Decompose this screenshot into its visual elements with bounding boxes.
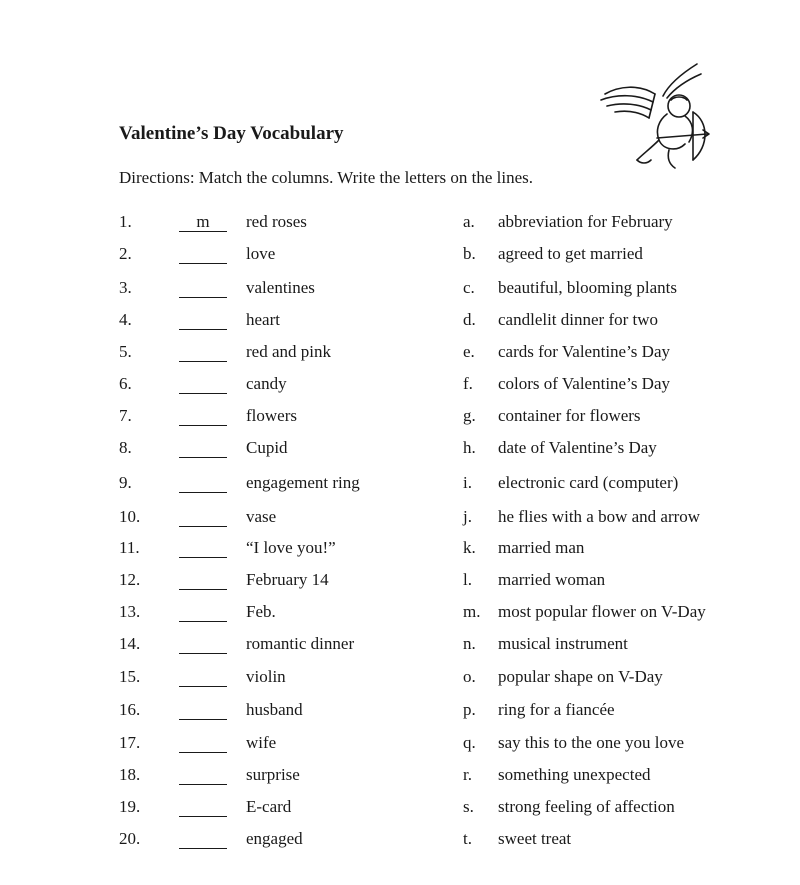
definition-text: container for flowers	[498, 406, 641, 425]
definition-letter: t.	[463, 829, 472, 848]
term-text: red roses	[246, 212, 307, 231]
answer-blank[interactable]	[179, 570, 227, 590]
term-text: romantic dinner	[246, 634, 355, 653]
definition-text: colors of Valentine’s Day	[498, 374, 671, 393]
definition-letter: g.	[463, 406, 476, 425]
definition-letter: i.	[463, 473, 472, 492]
definition-letter: m.	[463, 602, 481, 621]
definition-letter: k.	[463, 538, 476, 557]
definition-text: musical instrument	[498, 634, 628, 653]
definition-letter: e.	[463, 342, 475, 361]
term-text: wife	[246, 733, 277, 752]
vocab-row	[0, 829, 800, 853]
term-number: 20.	[119, 829, 141, 848]
vocab-row	[0, 733, 800, 757]
term-text: engagement ring	[246, 473, 360, 492]
vocab-row	[0, 278, 800, 302]
answer-blank[interactable]	[179, 438, 227, 458]
vocab-row	[0, 570, 800, 594]
vocab-row	[0, 602, 800, 626]
term-text: heart	[246, 310, 280, 329]
definition-letter: r.	[463, 765, 472, 784]
vocab-row	[0, 538, 800, 562]
answer-blank[interactable]	[179, 797, 227, 817]
term-text: Cupid	[246, 438, 288, 457]
definition-text: electronic card (computer)	[498, 473, 679, 492]
answer-blank[interactable]	[179, 634, 227, 654]
definition-letter: j.	[463, 507, 472, 526]
definition-letter: b.	[463, 244, 476, 263]
term-number: 5.	[119, 342, 132, 361]
definition-text: beautiful, blooming plants	[498, 278, 677, 297]
term-number: 6.	[119, 374, 132, 393]
term-number: 7.	[119, 406, 132, 425]
term-text: Feb.	[246, 602, 276, 621]
term-text: husband	[246, 700, 303, 719]
term-text: violin	[246, 667, 286, 686]
vocab-row	[0, 765, 800, 789]
term-text: E-card	[246, 797, 292, 816]
term-text: vase	[246, 507, 277, 526]
definition-text: sweet treat	[498, 829, 572, 848]
definition-text: strong feeling of affection	[498, 797, 675, 816]
vocab-row	[0, 797, 800, 821]
vocab-row	[0, 634, 800, 658]
vocab-row	[0, 374, 800, 398]
definition-text: ring for a fiancée	[498, 700, 615, 719]
term-number: 4.	[119, 310, 132, 329]
term-number: 15.	[119, 667, 141, 686]
term-number: 1.	[119, 212, 132, 231]
definition-letter: h.	[463, 438, 476, 457]
term-number: 17.	[119, 733, 141, 752]
answer-blank[interactable]	[179, 278, 227, 298]
answer-blank[interactable]	[179, 374, 227, 394]
definition-text: abbreviation for February	[498, 212, 673, 231]
definition-letter: q.	[463, 733, 476, 752]
term-number: 2.	[119, 244, 132, 263]
definition-text: popular shape on V-Day	[498, 667, 663, 686]
vocab-row	[0, 244, 800, 268]
definition-text: he flies with a bow and arrow	[498, 507, 701, 526]
answer-blank[interactable]: m	[179, 212, 227, 232]
term-number: 9.	[119, 473, 132, 492]
answer-blank[interactable]	[179, 406, 227, 426]
definition-letter: c.	[463, 278, 475, 297]
answer-blank[interactable]	[179, 342, 227, 362]
definition-text: married man	[498, 538, 585, 557]
definition-letter: n.	[463, 634, 476, 653]
definition-letter: a.	[463, 212, 475, 231]
vocab-row	[0, 342, 800, 366]
definition-letter: l.	[463, 570, 472, 589]
definition-text: something unexpected	[498, 765, 651, 784]
term-text: February 14	[246, 570, 329, 589]
answer-blank[interactable]	[179, 765, 227, 785]
definition-letter: f.	[463, 374, 473, 393]
answer-blank[interactable]	[179, 667, 227, 687]
term-text: love	[246, 244, 276, 263]
page-title: Valentine’s Day Vocabulary	[119, 123, 344, 144]
term-text: engaged	[246, 829, 303, 848]
definition-letter: s.	[463, 797, 474, 816]
definition-text: candlelit dinner for two	[498, 310, 659, 329]
vocab-row	[0, 212, 800, 236]
vocab-row	[0, 406, 800, 430]
term-number: 13.	[119, 602, 141, 621]
term-number: 3.	[119, 278, 132, 297]
definition-text: cards for Valentine’s Day	[498, 342, 670, 361]
definition-text: agreed to get married	[498, 244, 643, 263]
answer-blank[interactable]	[179, 244, 227, 264]
vocab-row	[0, 438, 800, 462]
term-text: candy	[246, 374, 287, 393]
term-number: 19.	[119, 797, 141, 816]
term-number: 16.	[119, 700, 141, 719]
term-text: red and pink	[246, 342, 331, 361]
term-number: 8.	[119, 438, 132, 457]
term-text: flowers	[246, 406, 297, 425]
term-text: surprise	[246, 765, 300, 784]
answer-blank[interactable]	[179, 829, 227, 849]
definition-letter: p.	[463, 700, 476, 719]
answer-blank[interactable]	[179, 507, 227, 527]
definition-text: say this to the one you love	[498, 733, 685, 752]
definition-letter: o.	[463, 667, 476, 686]
term-number: 10.	[119, 507, 141, 526]
vocab-row	[0, 700, 800, 724]
term-text: “I love you!”	[246, 538, 336, 557]
answer-blank[interactable]	[179, 733, 227, 753]
vocab-row	[0, 667, 800, 691]
vocab-row	[0, 310, 800, 334]
definition-text: most popular flower on V-Day	[498, 602, 706, 621]
definition-text: date of Valentine’s Day	[498, 438, 657, 457]
term-number: 14.	[119, 634, 141, 653]
term-number: 11.	[119, 538, 140, 557]
term-text: valentines	[246, 278, 315, 297]
answer-blank[interactable]	[179, 473, 227, 493]
vocab-row	[0, 473, 800, 497]
answer-blank[interactable]	[179, 538, 227, 558]
term-number: 18.	[119, 765, 141, 784]
answer-blank[interactable]	[179, 700, 227, 720]
answer-blank[interactable]	[179, 310, 227, 330]
answer-blank[interactable]	[179, 602, 227, 622]
definition-text: married woman	[498, 570, 606, 589]
vocab-row	[0, 507, 800, 531]
term-number: 12.	[119, 570, 141, 589]
definition-letter: d.	[463, 310, 476, 329]
directions-text: Directions: Match the columns. Write the letters on the lines.	[119, 168, 533, 187]
